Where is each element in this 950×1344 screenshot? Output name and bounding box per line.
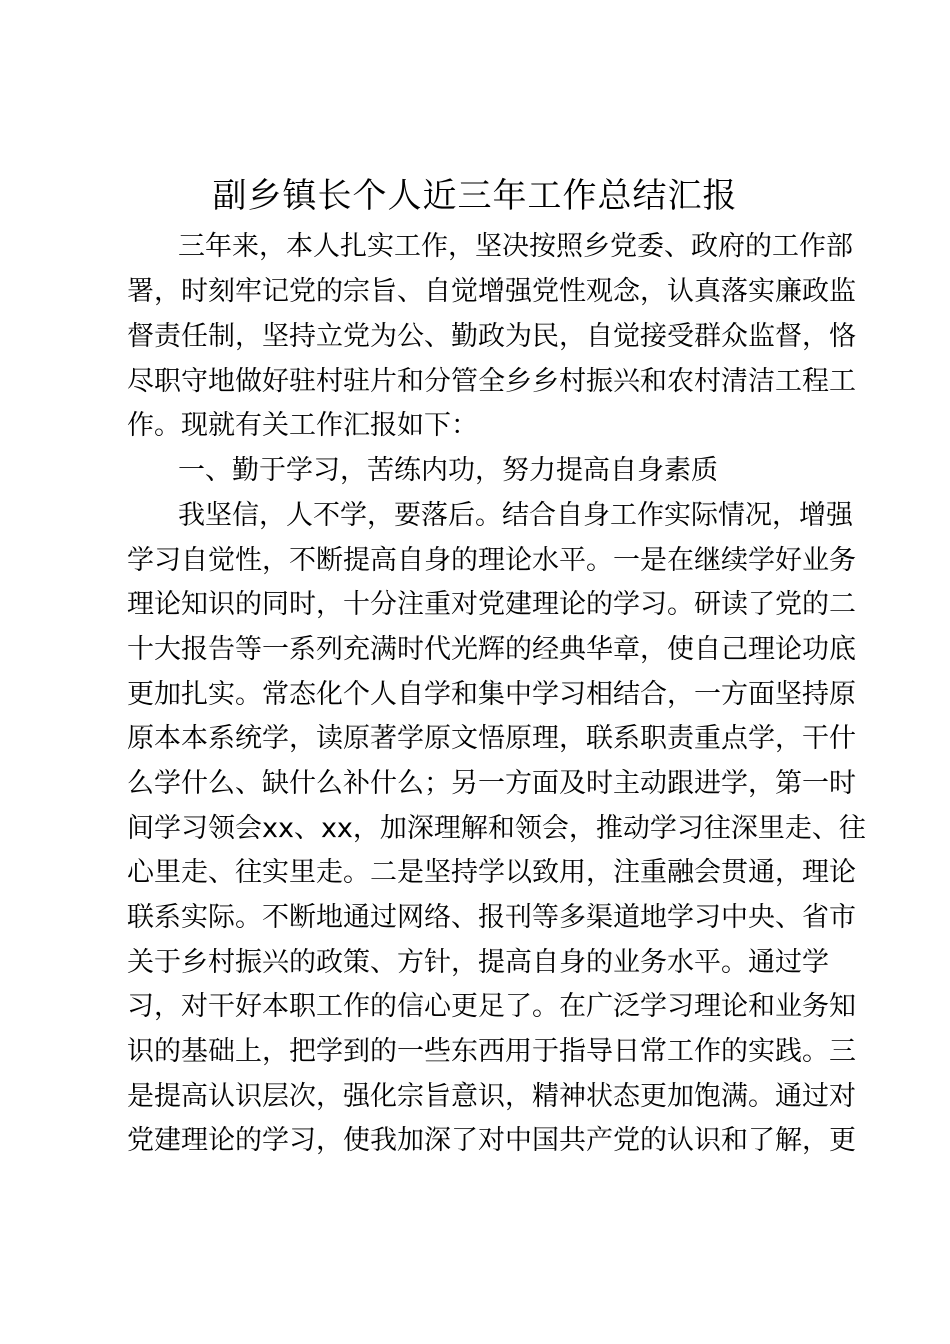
document-title: 副乡镇长个人近三年工作总结汇报	[212, 176, 738, 216]
paragraph-line: 习，对干好本职工作的信心更足了。在广泛学习理论和业务知	[127, 991, 856, 1022]
paragraph-line: 更加扎实。常态化个人自学和集中学习相结合，一方面坚持原	[127, 679, 856, 710]
paragraph-line: 党建理论的学习，使我加深了对中国共产党的认识和了解，更	[127, 1125, 856, 1156]
paragraph-line: 署，时刻牢记党的宗旨、自觉增强党性观念，认真落实廉政监	[127, 276, 856, 307]
paragraph-line: 理论知识的同时，十分注重对党建理论的学习。研读了党的二	[127, 589, 856, 620]
paragraph-line: 么学什么、缺什么补什么；另一方面及时主动跟进学，第一时	[127, 768, 856, 799]
section-heading: 一、勤于学习，苦练内功，努力提高自身素质	[178, 455, 718, 486]
paragraph-line: 原本本系统学，读原著学原文悟原理，联系职责重点学，干什	[127, 723, 856, 754]
paragraph-line: 作。现就有关工作汇报如下：	[127, 410, 478, 441]
paragraph-line: 识的基础上，把学到的一些东西用于指导日常工作的实践。三	[127, 1036, 856, 1067]
paragraph-line: 尽职守地做好驻村驻片和分管全乡乡村振兴和农村清洁工程工	[127, 366, 856, 397]
paragraph-line: 学习自觉性，不断提高自身的理论水平。一是在继续学好业务	[127, 545, 856, 576]
paragraph-line: 心里走、往实里走。二是坚持学以致用，注重融会贯通，理论	[127, 857, 856, 888]
paragraph-line: 是提高认识层次，强化宗旨意识，精神状态更加饱满。通过对	[127, 1081, 856, 1112]
paragraph-line: 间学习领会xx、xx，加深理解和领会，推动学习往深里走、往	[127, 813, 866, 844]
paragraph-line: 十大报告等一系列充满时代光辉的经典华章，使自己理论功底	[127, 634, 856, 665]
paragraph-line: 我坚信，人不学，要落后。结合自身工作实际情况，增强	[178, 500, 853, 531]
paragraph-line: 关于乡村振兴的政策、方针，提高自身的业务水平。通过学	[127, 947, 829, 978]
paragraph-line: 联系实际。不断地通过网络、报刊等多渠道地学习中央、省市	[127, 902, 856, 933]
paragraph-line: 督责任制，坚持立党为公、勤政为民，自觉接受群众监督，恪	[127, 321, 856, 352]
paragraph-line: 三年来，本人扎实工作，坚决按照乡党委、政府的工作部	[178, 231, 853, 262]
